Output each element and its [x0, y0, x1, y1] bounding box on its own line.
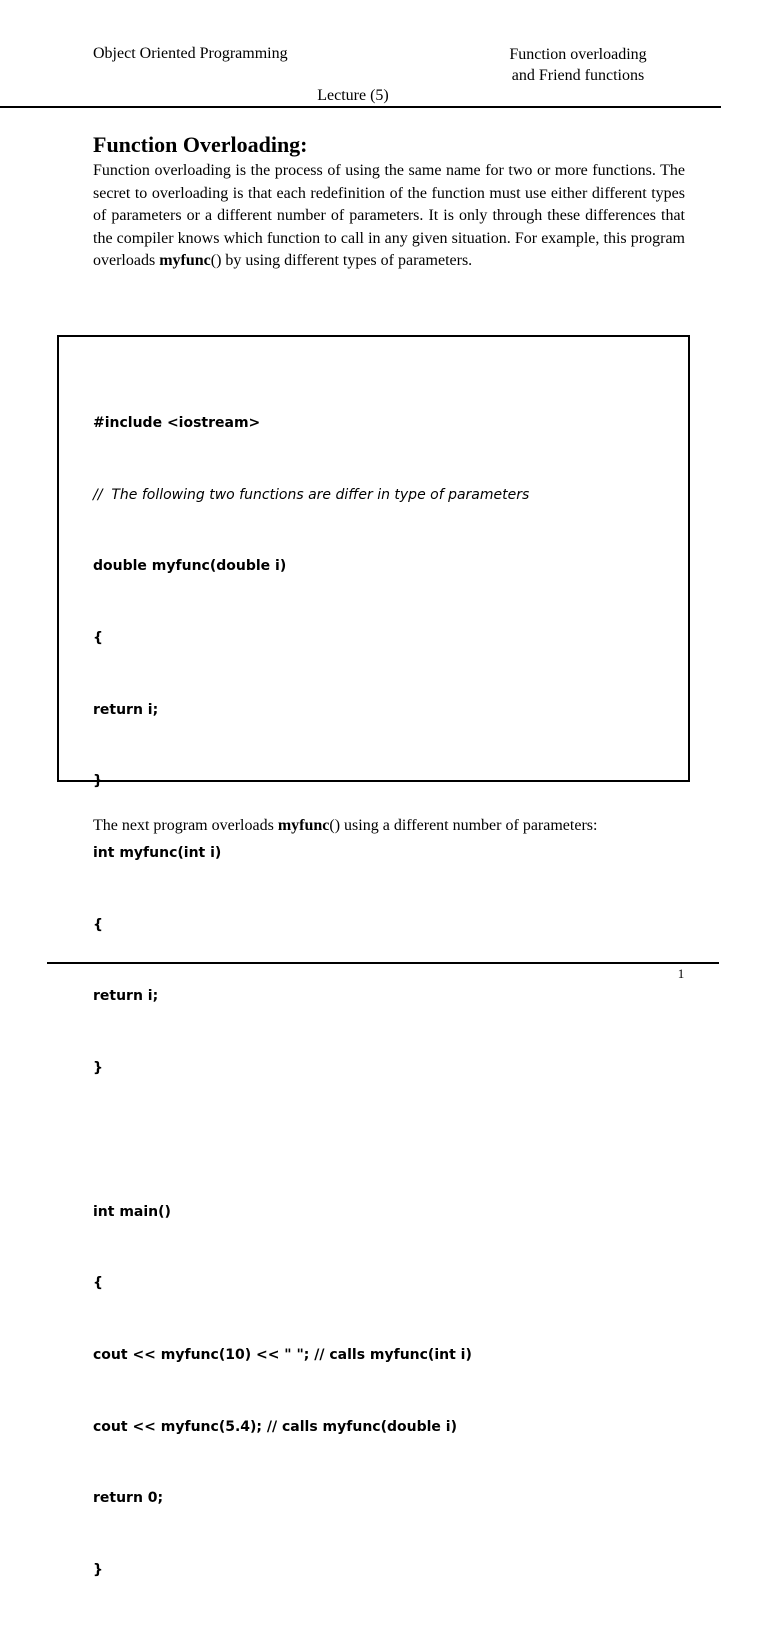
intro-paragraph-tail: () by using different types of parameters.	[210, 252, 473, 270]
code-line: }	[93, 1562, 103, 1579]
header-lecture-number: Lecture (5)	[317, 87, 389, 104]
code-comment-line: // The following two functions are differ in type of parameters	[93, 486, 530, 503]
page-number: 1	[677, 966, 685, 981]
section-title: Function Overloading:	[93, 132, 308, 157]
code-line: return i;	[93, 701, 159, 718]
code-listing	[93, 364, 529, 1631]
code-line: {	[93, 629, 103, 646]
header-course-title: Object Oriented Programming	[93, 45, 288, 62]
next-program-keyword: myfunc	[277, 817, 330, 834]
intro-paragraph-text: Function overloading is the process of using the same name for two or more functions. The secret to overloading is that each redefinition of the function must use either different types of parameters or a different number of parameters. It is only through these differences that the compiler knows which function to call in any given situation. For example, this program overloads	[93, 162, 685, 270]
code-line: #include <iostream>	[93, 414, 261, 431]
header-divider	[0, 106, 721, 108]
code-line: int myfunc(int i)	[93, 845, 222, 862]
code-line: {	[93, 916, 103, 933]
header-topic-line-1: Function overloading	[509, 46, 647, 63]
code-line: }	[93, 1060, 103, 1077]
header-topic	[478, 44, 678, 86]
code-line: cout << myfunc(5.4); // calls myfunc(double i)	[93, 1418, 457, 1435]
code-line: double myfunc(double i)	[93, 558, 287, 575]
code-line: cout << myfunc(10) << " "; // calls myfunc(int i)	[93, 1346, 472, 1363]
code-line: {	[93, 1275, 103, 1292]
next-program-text: The next program overloads	[93, 817, 278, 834]
intro-paragraph	[93, 160, 685, 273]
code-blank-line	[93, 1129, 529, 1153]
next-program-tail: () using a different number of parameters:	[329, 817, 598, 834]
code-line: return i;	[93, 988, 159, 1005]
code-line: int main()	[93, 1203, 171, 1220]
intro-paragraph-keyword: myfunc	[159, 252, 211, 270]
code-line: return 0;	[93, 1490, 164, 1507]
next-program-paragraph	[93, 816, 597, 836]
header-topic-line-2: and Friend functions	[511, 67, 645, 84]
code-line: }	[93, 773, 103, 790]
footer-divider	[47, 962, 719, 964]
